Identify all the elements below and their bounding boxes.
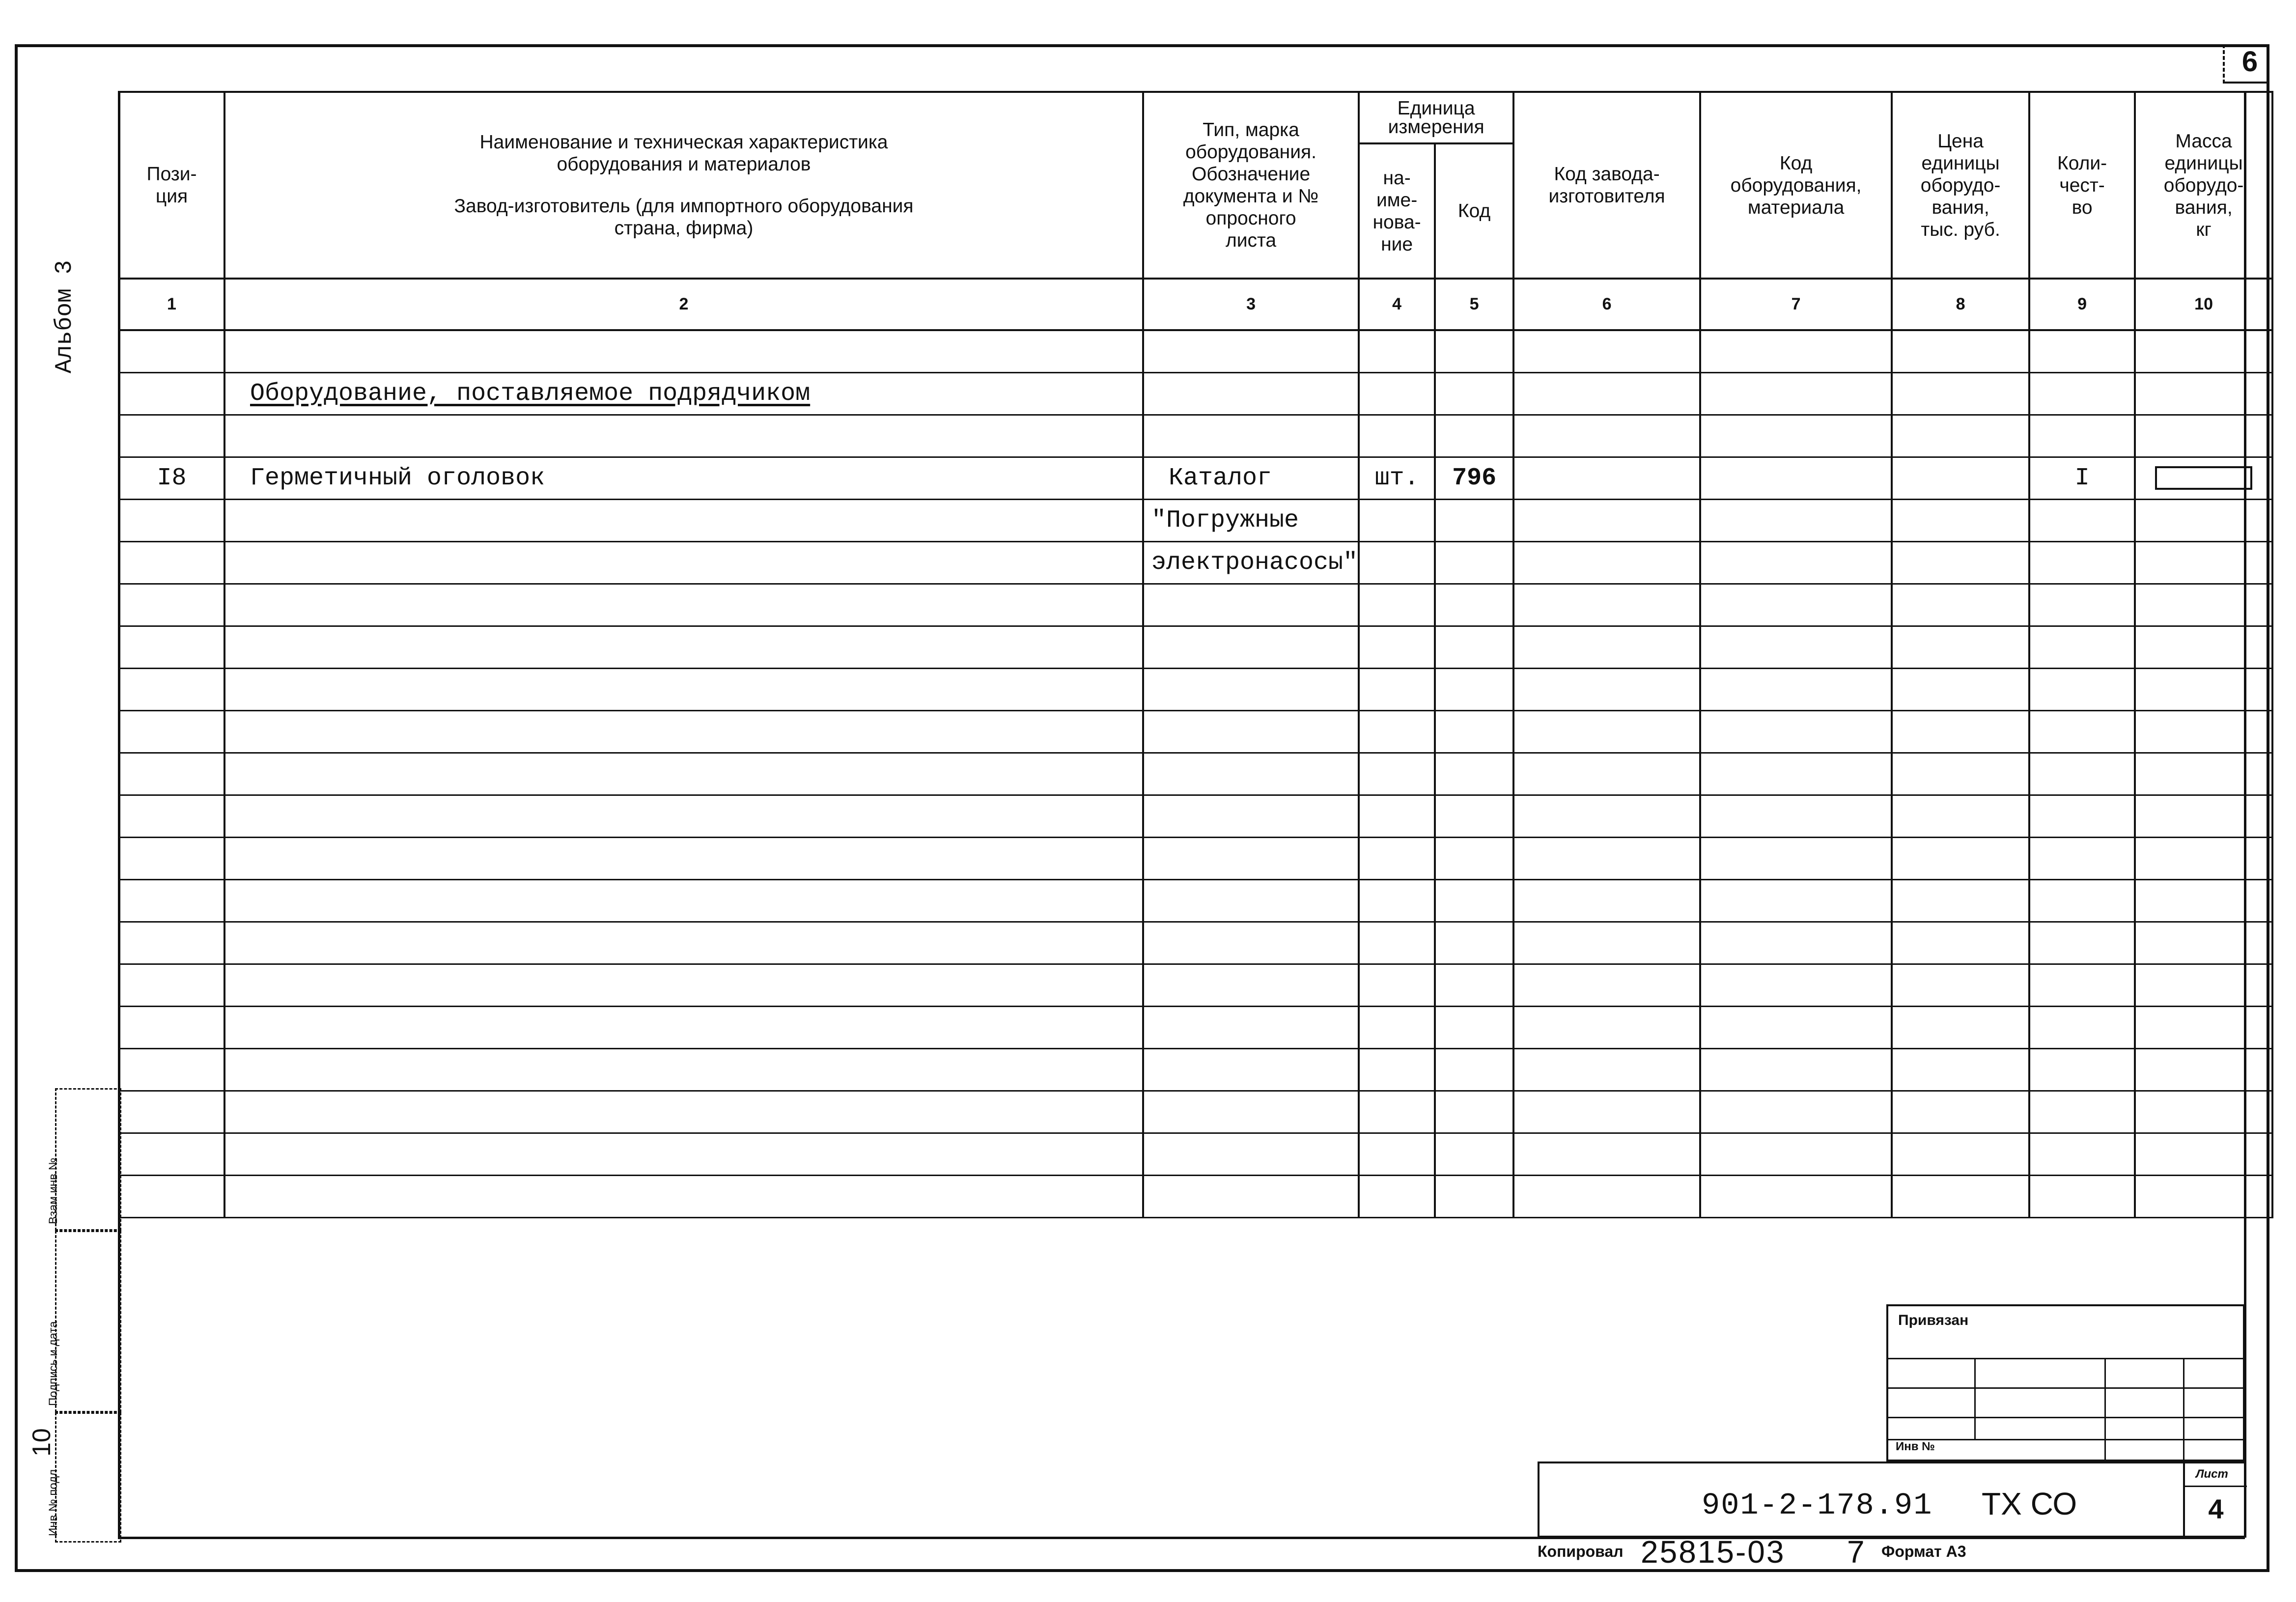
table-row [119,626,2272,668]
header-row [119,92,2272,143]
item-name: Герметичный оголовок [224,457,1143,499]
table-row [119,1006,2272,1048]
doc-code: 901-2-178.91 [1702,1488,1933,1523]
header-position: Пози- ция [119,92,224,279]
sheet-number: 6 [2241,46,2258,78]
header-unit-code: Код [1435,143,1513,279]
header-unit-name: на- име- нова- ние [1359,143,1435,279]
colnum-7: 7 [1700,279,1892,330]
header-name-line1: Наименование и техническая характеристика [479,132,888,153]
header-name-line2: оборудования и материалов [557,154,811,175]
section-title [224,372,1143,415]
format-label: Формат А3 [1881,1543,1966,1560]
header-factory-code: Код завода- изготовителя [1513,92,1700,279]
header-name-line3: Завод-изготовитель (для импортного оборудования [454,196,914,217]
item-type-line3: электронасосы" [1143,541,1359,584]
header-name-line4: страна, фирма) [614,218,754,239]
colnum-1: 1 [119,279,224,330]
header-type: Тип, марка оборудования. Обозначение документа и № опросного листа [1143,92,1359,279]
item-type-line1: Каталог [1143,457,1359,499]
doc-code-block [1538,1461,2245,1538]
header-quantity: Коли- чест- во [2029,92,2135,279]
table-row [119,541,2272,584]
table-row [119,330,2272,372]
item-unit-code: 796 [1435,457,1513,499]
table-row [119,1175,2272,1217]
header-equipment-code: Код оборудования, материала [1700,92,1892,279]
colnum-6: 6 [1513,279,1700,330]
table-row [119,499,2272,541]
colnum-5: 5 [1435,279,1513,330]
table-row [119,837,2272,879]
copied-label: Копировал [1538,1543,1624,1560]
table-row [119,795,2272,837]
colnum-4: 4 [1359,279,1435,330]
stamp-sign-date-label: Подпись и дата [47,1321,60,1406]
table-row [119,457,2272,499]
table-row [119,1091,2272,1133]
privyazan-block [1886,1304,2245,1461]
left-mark: 10 [28,1428,56,1457]
table-row [119,964,2272,1006]
table-row [119,1048,2272,1091]
section-title-text: Оборудование, поставляемое подрядчиком [250,379,811,408]
colnum-9: 9 [2029,279,2135,330]
left-line [118,91,120,1538]
privyazan-label: Привязан [1898,1312,1969,1328]
column-number-row [119,279,2272,330]
table-row [119,1133,2272,1175]
table-row [119,372,2272,415]
specification-table [118,91,2273,1218]
stamp-inv-orig [47,1412,121,1543]
header-name [224,92,1143,279]
table-row [119,710,2272,753]
stamp-sign-date [47,1231,121,1412]
colnum-8: 8 [1892,279,2029,330]
album-label: Альбом 3 [52,260,78,373]
copy-number: 25815-03 [1641,1534,1786,1570]
colnum-2: 2 [224,279,1143,330]
header-mass: Масса единицы оборудо- вания, кг [2135,92,2272,279]
stamp-inv-orig-label: Инв № подл [47,1469,60,1536]
table-row [119,415,2272,457]
item-mass [2135,457,2272,499]
table-row [119,922,2272,964]
table-row [119,879,2272,922]
header-price: Цена единицы оборудо- вания, тыс. руб. [1892,92,2029,279]
table-row [119,753,2272,795]
colnum-10: 10 [2135,279,2272,330]
colnum-3: 3 [1143,279,1359,330]
sheet-label: Лист [2196,1467,2228,1481]
mass-box [2155,466,2252,490]
stamp-inv-replace [47,1088,121,1231]
inv-no-label: Инв № [1896,1440,1935,1453]
stamp-inv-replace-label: Взам инв № [47,1157,60,1224]
sheet-value: 4 [2208,1493,2224,1524]
item-type-line2: "Погружные [1143,499,1359,541]
header-unit-group: Единица измерения [1359,92,1513,143]
item-position: I8 [119,457,224,499]
sheet-cell [2183,1463,2247,1538]
item-quantity: I [2029,457,2135,499]
table-row [119,584,2272,626]
item-unit-name: шт. [1359,457,1435,499]
doc-suffix: ТХ СО [1982,1486,2077,1521]
table-row [119,668,2272,710]
copy-digit: 7 [1847,1534,1865,1570]
